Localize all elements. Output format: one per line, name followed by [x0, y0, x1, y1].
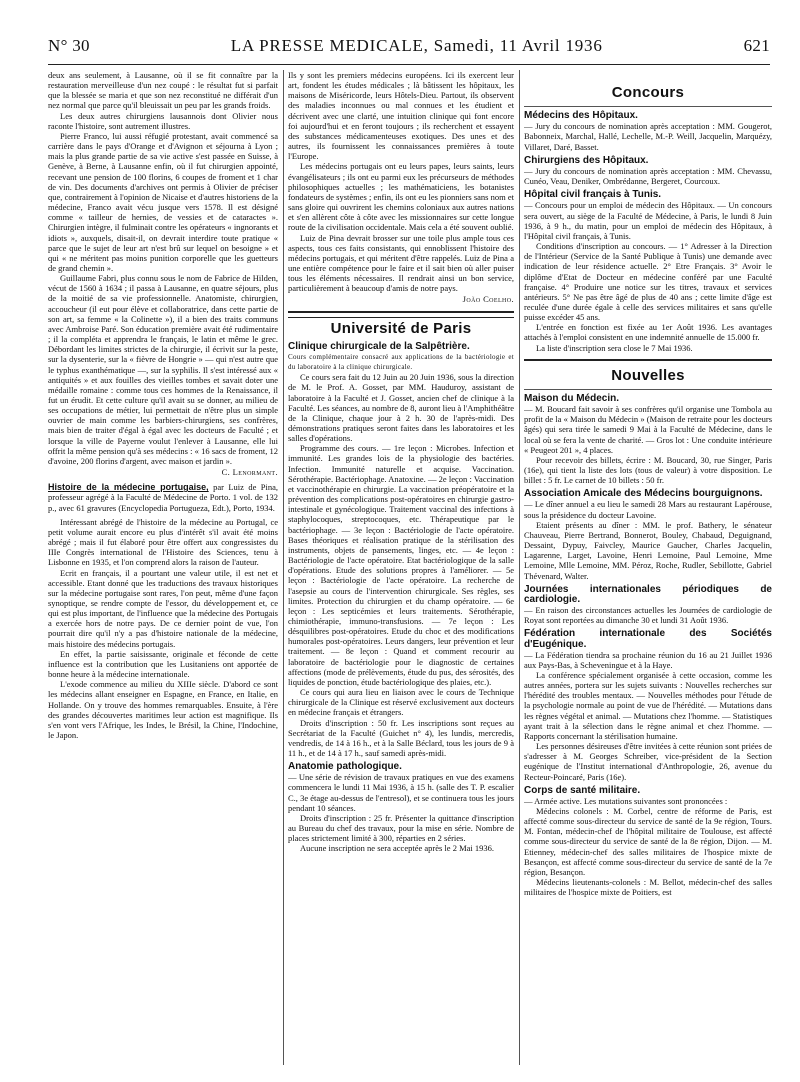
- paragraph: La liste d'inscription sera close le 7 Mai 1936.: [536, 342, 693, 353]
- paragraph: Intéressant abrégé de l'histoire de la médecine au Portugal, ce petit volume aurait encore eu plus d'intérêt s'il avait été moins abrégé ; mais il fut élaboré pour être offert aux congressistes du IIIe Congrès international de l'Histoire des Sciences, tenu à Lisbonne en 1935, et l'on comprend alors la raison de l'auteur.: [48, 516, 278, 568]
- subheading: Maison du Médecin.: [524, 392, 620, 404]
- paragraph: — Concours pour un emploi de médecin des Hôpitaux. — Un concours sera ouvert, au siège de la Faculté de Médecine, à Paris, le lundi 8 Juin 1936, à 9 h., du matin, pour un emploi de médecin des Hôpitaux, à l'Hôpital civil français, à Tunis.: [524, 200, 772, 241]
- subheading: Hôpital civil français à Tunis.: [524, 189, 662, 201]
- section-title-nouvelles: Nouvelles: [611, 366, 685, 384]
- subheading: Médecins des Hôpitaux.: [524, 110, 638, 122]
- paragraph: — Jury du concours de nomination après acceptation : MM. Gougerot, Babonneix, Marchal, Hallé, Lechelle, M.-P. Weill, Jacquelin, Marquézy, Villaret, Daré, Basset.: [524, 121, 772, 152]
- subheading: Journées internationales périodiques de cardiologie.: [524, 583, 772, 605]
- section-title-concours: Concours: [611, 84, 685, 101]
- author-signature: C. Lenormant.: [221, 467, 278, 478]
- paragraph: Les deux autres chirurgiens lausannois dont Olivier nous raconte l'histoire, sont autrement illustres.: [48, 110, 278, 131]
- paragraph: Médecins lieutenants-colonels : M. Bellot, médecin-chef des salles militaires de l'hospice mixte de Poitiers, est: [524, 877, 772, 898]
- paragraph: Programme des cours. — 1re leçon : Microbes. Infection et immunité. Les grandes lois de la physiologie des bactéries. Infection. Immunité naturelle et acquise. Vaccination. Sérothérapie. Bactériophage. Anatoxine. — 2e leçon : Vaccination et vaccinothérapie en chirurgie. La vaccination préopératoire et la prévention des complications post-opératoires en chirurgie gastro-intestinale et gynécologique. Traitement vaccinal des infections à staphylocoques, streptocoques, etc. Thérapeutique par le bactériophage. — 3e leçon : Bactériologie de l'acte opératoire. Bases théoriques et réalisation pratique de la stérilisation des instruments, objets de pansements, linges, etc. — 4e leçon : Bactériologie de l'acte opératoire. Etat bactériologique de la salle d'opérations. Etude des solutions propres à l'améliorer. — 5e leçon : Bactériologie de l'acte opératoire. La recherche de l'asepsie au cours de l'intervention chirurgicale. Ses règles, ses limites. Protection du chirurgien et du champ opératoire. — 6e leçon : Les septicémies et leurs traitements. Sérothérapie, chimiothérapie, immuno-transfusions. — 7e leçon : Les désquilibres post-opératoires. Etude du choc et des modifications humorales post-opératoires. Leurs dangers, leur prévention et leur traitement. — 8e leçon : Quand et comment recourir au laboratoire de bactériologie pour le diagnostic de certaines affections (mode de prélèvements, étude du pus, des sérosités, des liquides de ponction, étude bactériologique des plaies, etc.).: [288, 443, 514, 687]
- subheading: Anatomie pathologique.: [288, 761, 402, 773]
- column-divider: [283, 70, 284, 1065]
- paragraph: deux ans seulement, à Lausanne, où il se fit connaître par la restauration merveilleuse d'un nez coupé : le résultat fut si parfait que la blessée se maria et que son nez reconstitué ne différait d'un nez normal que parce qu'il bleuissait un peu par les grands froids.: [48, 70, 278, 111]
- paragraph: Aucune inscription ne sera acceptée après le 2 Mai 1936.: [300, 843, 495, 854]
- masthead: [231, 36, 603, 56]
- paragraph: L'entrée en fonction est fixée au 1er Août 1936. Les avantages attachés à l'emploi consistent en une indemnité annuelle de 15.000 fr.: [524, 322, 772, 343]
- paragraph: Etaient présents au dîner : MM. le prof. Bathery, le sénateur Chauveau, Pierre Bertrand, Bonnerot, Bouley, Chabaud, Deguignand, Dessaint, Dypuy, Faivcley, Maurice Gaucher, Charles Jacquelin, Lagarenne, Larget, Lavoine, Henri Lemoine, Paul Lemoine, Mme Lemoine, Mlle Lemoine, MM. Péroz, Roche, Rudler, Sebillotte, Gabriel Thévenard, Walter.: [524, 519, 772, 581]
- subheading: Clinique chirurgicale de la Salpêtrière.: [288, 340, 470, 352]
- header-rule: [48, 64, 770, 65]
- section-divider: [288, 311, 514, 318]
- paragraph: En effet, la partie saisissante, originale et féconde de cette influence est la contribution que les Lusitaniens ont apportée de bonne heure à la médecine internationale.: [48, 648, 278, 680]
- column-3: [524, 70, 772, 1060]
- column-1: [48, 70, 278, 1060]
- paragraph: Ils y sont les premiers médecins européens. Ici ils exercent leur art, fondent les études médicales ; là bâtissent les hôpitaux, les maisons de Miséricorde, leurs Hôtels-Dieu. Partout, ils observent des maladies inconnues ou mal connues et les étudient et décrivent avec une clarté, une intuition clinique qui font encore foi aujourd'hui et en feront toujours ; ils recherchent et essayent des substances médicamenteuses exotiques. Des unes et des autres, ils fournissent les connaissances premières à toute l'Europe.: [288, 70, 514, 162]
- paragraph: Pour recevoir des billets, écrire : M. Boucard, 30, rue Singer, Paris (16e), qui tient la liste des lots (tous de valeur) à votre disposition. Le billet : 5 fr. Le carnet de 10 billets : 50 fr.: [524, 454, 772, 486]
- review-title: Histoire de la médecine portugaise,: [48, 482, 209, 493]
- section-divider: [524, 359, 772, 361]
- paragraph: — La Fédération tiendra sa prochaine réunion du 16 au 21 Juillet 1936 aux Pays-Bas, à Scheveningue et à la Haye.: [524, 649, 772, 670]
- paragraph: Droits d'inscription : 50 fr. Les inscriptions sont reçues au Secrétariat de la Faculté (Guichet n° 4), les lundis, mercredis, vendredis, de 14 à 16 h., et à la Salle Béclard, tous les jours de 9 à 11 h., et de 14 à 17 h., sauf samedi après-midi.: [288, 717, 514, 758]
- paragraph: Ecrit en français, il a pourtant une valeur utile, il est net et accessible. Etant donné que les traductions des travaux historiques sur la médecine portugaise sont rares, l'on peut, même d'une façon synoptique, se rendre compte de l'essor, du développement et, ce qui est plus important, de l'influence que la médecine des Portugais a exercée hors de notre pays. De ce dernier point de vue, l'on pourrait dire qu'il n'y a pas d'histoire nationale de la médecine, mais histoire des médecins portugais.: [48, 567, 278, 649]
- column-2: [288, 70, 514, 1060]
- course-caption: Cours complémentaire consacré aux applications de la bactériologie et du laboratoire à la clinique chirurgicale.: [288, 352, 514, 372]
- paragraph: Les médecins portugais ont eu leurs papes, leurs saints, leurs évangélisateurs ; ils ont eu parmi eux les précurseurs de méthodes philosophiques actuelles ; les mathématiciens, les botanistes fondateurs de systèmes ; enfin, ils ont eu les pionniers sans nom et sans gloire qui ouvrirent les chemins coloniaux aux autres nations et s'en allèrent côte à côte avec les missionnaires sur cette longue route de la civilisation occidentale. Mais cela a été souvent oublié.: [288, 161, 514, 233]
- paragraph: Pierre Franco, lui aussi réfugié protestant, avait commencé sa carrière dans le pays d'Orange et d'Avignon et séjourna à Lyon ; mais la plus grande partie de sa vie active s'est passée en Suisse, à Genève, à Berne, à Lausanne enfin, où il fut chirurgien appointé, recevant une pension de 100 florins, 6 coupes de froment et 1 char de vin. Des documents d'archives ont permis à Olivier de préciser que, contrairement à l'opinion de Nicaise et d'autres historiens de la médecine, Franco avait vécu jusque vers 1578. Il est désigné comme « tailleur de hernies, de vessies et de cataractes ». Chirurgien intègre, il fulminait contre les opérateurs « ingnorants et idiots », auxquels, disait-il, on devrait interdire toute pratique « parce que le sujet de leur art n'est brû sur lequel on besoigne » et qui « ne méritent pas moins punition corporelle que les guetteurs de grand chemin ».: [48, 130, 278, 273]
- paragraph: Droits d'inscription : 25 fr. Présenter la quittance d'inscription au Bureau du chef des travaux, pour la mise en série. Nombre de places strictement limité à 300, réparties en 2 séries.: [288, 812, 514, 844]
- section-rule: [524, 389, 772, 390]
- review-meta: par Luiz de Pina, professeur agrégé à la Faculté de Médecine de Porto. 1 vol. de 132 p., avec 61 gravures (Encyclopedia Portugueza, Edt.), Porto, 1934.: [48, 482, 278, 513]
- subheading: Association Amicale des Médecins bourguignons.: [524, 488, 763, 500]
- subheading: Fédération internationale des Sociétés d'Eugénique.: [524, 628, 772, 650]
- paragraph: — En raison des circonstances actuelles les Journées de cardiologie de Royat sont reportées au dimanche 30 et lundi 31 Août 1936.: [524, 605, 772, 626]
- review-heading: [48, 482, 278, 512]
- paragraph: L'exode commence au milieu du XIIIe siècle. D'abord ce sont les médecins allant enseigner en Espagne, en France, en Italie, en Hollande. On y trouve des hommes remarquables. Ensuite, à l'ère des grandes découvertes maritimes leur action est magnifique. Ils s'en vont vers l'Afrique, les Indes, le Brésil, la Chine, l'Indochine, le Japon.: [48, 679, 278, 740]
- subheading: Corps de santé militaire.: [524, 784, 641, 796]
- column-divider: [519, 70, 520, 1065]
- page-header: [48, 36, 770, 60]
- paragraph: Ce cours sera fait du 12 Juin au 20 Juin 1936, sous la direction de M. le Prof. A. Gosset, par MM. Hauduroy, assistant de laboratoire à la Faculté et J. Gosset, ancien chef de clinique à la Faculté. Les séances, au nombre de 8, auront lieu à l'Amphithéâtre de la Clinique, chaque jour à 2 h. 30 de l'après-midi. Des démonstrations pratiques seront faites dans les laboratoires et les salles d'opérations.: [288, 372, 514, 444]
- section-title-universite: Université de Paris: [330, 319, 472, 337]
- paragraph: — Le dîner annuel a eu lieu le samedi 28 Mars au restaurant Lapérouse, sous la présidence du docteur Lavoine.: [524, 499, 772, 520]
- paragraph: Conditions d'inscription au concours. — 1° Adresser à la Direction de l'Intérieur (Service de la Santé Publique à Tunis) une demande avec indication de leur résidence actuelle. 2° Etre Français. 3° Avoir le diplôme d'Etat de Docteur en médecine conféré par une Faculté française. 4° Produire une notice sur les titres, travaux et services antérieurs. 5° Ne pas être âgé de plus de 40 ans ; cette limite d'âge est reculée d'une durée égale à celle des services militaires et sans qu'elle puisse excéder 45 ans.: [524, 241, 772, 323]
- page-number: 621: [743, 36, 770, 55]
- paragraph: Guillaume Fabri, plus connu sous le nom de Fabrice de Hilden, vécut de 1560 à 1634 ; il passa à Lausanne, en quatre séjours, plus de la moitié de sa vie professionnelle. Anatomiste, chirurgien, accoucheur (il eut pour élève et collaboratrice, dans cette partie de son art, sa femme « la Colinette »), il a bien des traits communs avec Ambroise Paré. Son éducation première avait été rudimentaire ; il la compléta et apprendra le français, le latin et même le grec. Débordant les limites strictes de la chirurgie, il écrivit sur la peste, sur la dysenterie, sur la « fièvre de Hongrie » — qui n'est autre que le typhus exanthématique —, sur la syphilis. Il s'est intéressé aux « antiquités » et aux fouilles des vieilles tombes et savait doter une médaille romaine : comme tous ces hommes de la Renaissance, il fut un érudit. Et cette culture qu'il avait su se donner, au milieu de ses occupations de métier, lui permettait de n'être plus un simple ouvrier de main comme les barbiers-chirurgiens, ses confrères, mais bien de traiter d'égal à égal avec les docteurs de Faculté ; et lorsque la ville de Payerne voulut l'enlever à Lausanne, elle lui offrit la même pension qu'à ses médecins : « 16 sacs de froment, 12 d'avoine, 200 florins d'argent, avec maison et jardin ».: [48, 273, 278, 466]
- journal-title: LA PRESSE MEDICALE,: [230, 36, 429, 55]
- paragraph: La conférence spécialement organisée à cette occasion, comme les autres années, portera sur les sujets suivants : Nouvelles recherches sur l'hérédité des troubles mentaux. — Nouvelles méthodes pour l'étude de la psychologie normale au point de vue de l'hérédité. — Mutations dans les règnes végétal et animal. — Mutations chez l'homme. — Statistiques ayant trait à la sélection dans le règne animal et chez l'homme. — Rapports concernant la stérilisation humaine.: [524, 669, 772, 741]
- section-rule: [524, 106, 772, 107]
- paragraph: Luiz de Pina devrait brosser sur une toile plus ample tous ces aspects, tous ces faits consistants, qui ennoblissent l'histoire des médecins portugais, et qui méritent d'être rappelés. Luiz de Pina a une entière compétence pour le faire et il sait bien où aller puiser tous les éléments nécessaires. Il rendrait ainsi un bon service, particulièrement à beaucoup d'amis de notre pays.: [288, 232, 514, 294]
- paragraph: — Armée active. Les mutations suivantes sont prononcées :: [524, 795, 728, 806]
- issue-date: Samedi, 11 Avril 1936: [433, 36, 603, 55]
- issue-number: N° 30: [48, 36, 90, 55]
- paragraph: — M. Boucard fait savoir à ses confrères qu'il organise une Tombola au profit de la « Maison du Médecin » (Maison de retraite pour les docteurs âgés) qui sera tirée le samedi 9 Mai à la Faculté de Médecine, dans le local où se fera la vente de charité. — Gros lot : Une conduite intérieure « Peugeot 201 », 4 places.: [524, 404, 772, 455]
- paragraph: Ce cours qui aura lieu en liaison avec le cours de Technique chirurgicale de la Clinique est réservé exclusivement aux docteurs en médecine français et étrangers.: [288, 687, 514, 718]
- paragraph: — Une série de révision de travaux pratiques en vue des examens commencera le lundi 11 Mai 1936, à 15 h. (salle des T. P. escalier C., 3e étage au-dessus de l'entresol), et se continuera tous les jours pendant 10 séances.: [288, 772, 514, 813]
- paragraph: Les personnes désireuses d'être invitées à cette réunion sont priées de s'adresser à M. Georges Schreiber, vice-président de la Section eugénique de l'Institut international d'Anthropologie, 26, avenue du Recteur-Poincaré, Paris (16e).: [524, 741, 772, 782]
- paragraph: — Jury du concours de nomination après acceptation : MM. Chevassu, Cunéo, Veau, Deniker, Ombrédanne, Bergeret, Courcoux.: [524, 165, 772, 187]
- subheading: Chirurgiens des Hôpitaux.: [524, 154, 649, 166]
- author-signature: João Coelho.: [462, 294, 514, 305]
- paragraph: Médecins colonels : M. Corbel, centre de réforme de Paris, est affecté comme sous-directeur du service de santé de la 9e région, Tours. M. Fontan, médecin-chef de l'hôpital militaire de Toulouse, est affecté comme sous-directeur du service de santé de la 8e région, Dijon. — M. Etienney, médecin-chef des salles militaires de l'hospice mixte de Besançon, est affecté comme sous-directeur du service de santé de la 7e région, Besançon.: [524, 806, 772, 877]
